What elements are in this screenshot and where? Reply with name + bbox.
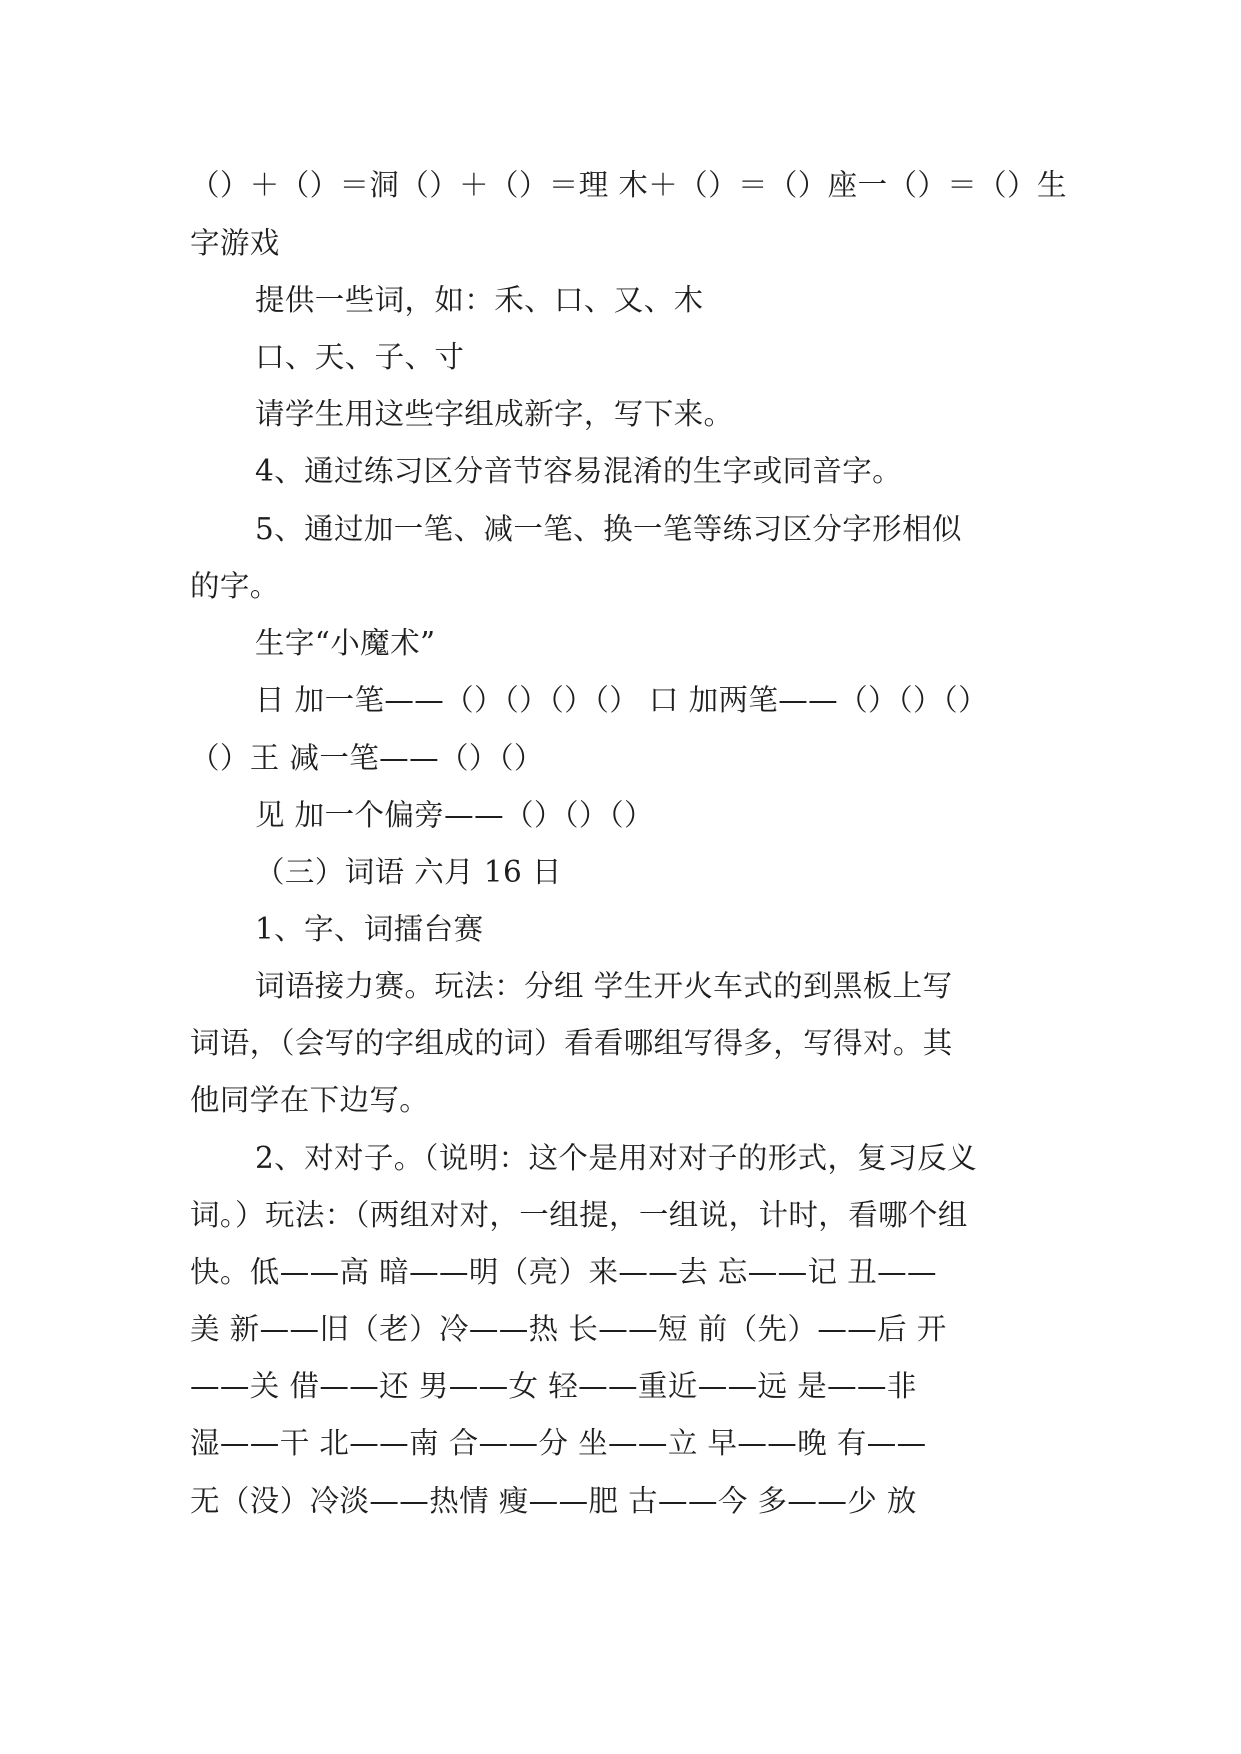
text-line: 4、通过练习区分音节容易混淆的生字或同音字。 [255, 454, 903, 488]
text-line: 口、天、子、寸 [255, 340, 465, 374]
text-line: 快。低——高 暗——明（亮）来——去 忘——记 丑—— [190, 1255, 937, 1289]
text-line: 1、字、词擂台赛 [255, 912, 484, 946]
text-line: 5、通过加一笔、减一笔、换一笔等练习区分字形相似 [255, 512, 962, 546]
text-line: 2、对对子。（说明：这个是用对对子的形式，复习反义 [255, 1141, 978, 1175]
section-heading: （三）词语 六月 16 日 [255, 855, 562, 889]
text-line: 湿——干 北——南 合——分 坐——立 早——晚 有—— [190, 1426, 927, 1460]
text-line: 字游戏 [190, 226, 280, 260]
text-line: 无（没）冷淡——热情 瘦——肥 古——今 多——少 放 [190, 1484, 917, 1518]
text-line: 请学生用这些字组成新字，写下来。 [255, 397, 734, 431]
text-line: （）＋（）＝洞（）＋（）＝理 木＋（）＝（）座一（）＝（）生 [190, 168, 1067, 202]
text-line: 日 加一笔——（）（）（）（） 口 加两笔——（）（）（） [255, 683, 988, 717]
text-line: 他同学在下边写。 [190, 1083, 430, 1117]
text-line: 生字“小魔术” [255, 626, 436, 660]
text-line: 词。）玩法：（两组对对，一组提，一组说，计时，看哪个组 [190, 1198, 968, 1232]
text-line: 提供一些词，如：禾、口、又、木 [255, 283, 704, 317]
text-line: 词语，（会写的字组成的词）看看哪组写得多，写得对。其 [190, 1026, 953, 1060]
text-line: ——关 借——还 男——女 轻——重近——远 是——非 [190, 1369, 917, 1403]
text-line: （）王 减一笔——（）（） [190, 741, 544, 775]
text-line: 见 加一个偏旁——（）（）（） [255, 798, 654, 832]
text-line: 美 新——旧（老）冷——热 长——短 前（先）——后 开 [190, 1312, 947, 1346]
text-line: 的字。 [190, 569, 280, 603]
text-line: 词语接力赛。玩法：分组 学生开火车式的到黑板上写 [255, 969, 953, 1003]
